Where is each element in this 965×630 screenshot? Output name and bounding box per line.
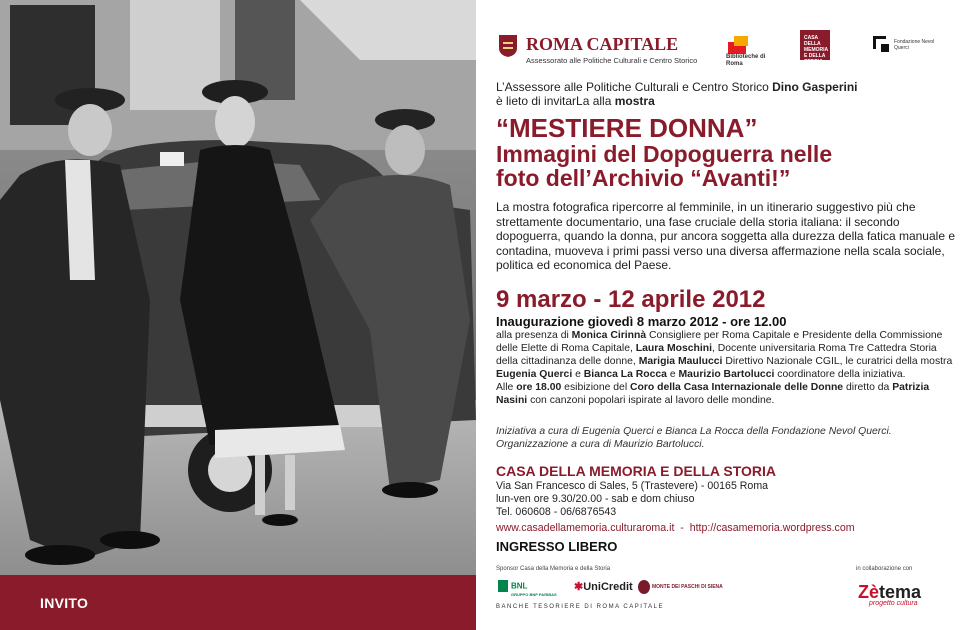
body-text: diretto da	[843, 381, 893, 393]
exhibition-subtitle-line1: Immagini del Dopoguerra nelle	[496, 141, 833, 167]
bold-name: Coro della Casa Internazionale delle Donne	[630, 381, 844, 393]
exhibition-description: La mostra fotografica ripercorre al femminile, in un itinerario suggestivo più che strettamente documentario, una fase cruciale della storia italiana: il secondo dopoguerra, quando la donna, pur ancora soggetta alla durezza della fatica manuale e contadina, muoveva i primi passi verso una diversa affermazione nella scala sociale, politica ed economica del Paese.	[496, 200, 955, 273]
unicredit-logo	[574, 580, 633, 593]
body-text: Direttivo Nazionale CGIL, le curatrici della mostra	[722, 355, 953, 367]
invito-label: INVITO	[40, 595, 89, 611]
intro-text	[496, 80, 858, 108]
exhibition-subtitle-line2: foto dell’Archivio “Avanti!”	[496, 165, 791, 191]
zetema-part2: tema	[879, 582, 922, 602]
assessore-name: Dino Gasperini	[772, 80, 858, 94]
venue-url-blog[interactable]: http://casamemoria.wordpress.com	[689, 522, 855, 534]
zetema-subtitle: progetto cultura	[869, 600, 918, 607]
treasurers-label: BANCHE TESORIERE DI ROMA CAPITALE	[496, 604, 664, 610]
collaboration-label: in collaborazione con	[856, 566, 913, 572]
body-text: alla presenza di	[496, 330, 572, 341]
body-text: Alle	[496, 381, 517, 393]
venue-address: Via San Francesco di Sales, 5 (Trastevere) - 00165 Roma	[496, 480, 769, 492]
participants-paragraph	[496, 330, 956, 382]
biblioteche-di-roma-logo	[726, 34, 766, 67]
mps-text: MONTE DEI PASCHI DI SIENA	[652, 584, 723, 590]
sponsor-label: Sponsor Casa della Memoria e della Storia	[496, 566, 611, 572]
bnl-logo	[498, 580, 557, 597]
exhibition-title-main: “MESTIERE DONNA”	[496, 113, 758, 143]
casa-memoria-storia-logo	[800, 30, 830, 65]
invitation-text-panel	[476, 0, 965, 630]
credits-line2: Organizzazione a cura di Maurizio Bartolucci.	[496, 438, 705, 450]
bold-name: Patrizia Nasini	[496, 381, 930, 406]
exhibition-title	[496, 114, 832, 190]
exhibition-dates: 9 marzo - 12 aprile 2012	[496, 286, 766, 313]
bold-name: Laura Moschini	[635, 342, 712, 354]
bold-name: Marigia Maulucci	[638, 355, 723, 367]
roma-shield-icon	[498, 34, 518, 58]
venue-urls	[496, 522, 855, 534]
inauguration-line: Inaugurazione giovedì 8 marzo 2012 - ore 12.00	[496, 314, 787, 329]
venue-url-primary[interactable]: www.casadellamemoria.culturaroma.it	[496, 522, 675, 534]
bnl-text: BNL	[511, 581, 528, 591]
bnp-paribas-text: GRUPPO BNP PARIBAS	[511, 592, 557, 597]
invito-band	[0, 575, 476, 630]
venue-name: CASA DELLA MEMORIA E DELLA STORIA	[496, 463, 776, 479]
credits-line1: Iniziativa a cura di Eugenia Querci e Bianca La Rocca della Fondazione Nevol Querci.	[496, 426, 892, 437]
bnl-mark-icon	[498, 580, 508, 592]
choir-paragraph	[496, 382, 956, 408]
venue-phone: Tel. 060608 - 06/6876543	[496, 506, 617, 519]
mps-seal-icon	[638, 580, 650, 594]
free-entry-label: INGRESSO LIBERO	[496, 539, 618, 554]
bold-name: Maurizio Bartolucci	[678, 368, 775, 380]
body-text: e	[572, 368, 584, 380]
intro-line2: è lieto di invitarLa alla	[496, 94, 615, 108]
venue-hours: lun-ven ore 9.30/20.00 - sab e dom chiuso	[496, 493, 695, 506]
participants-text	[496, 330, 956, 407]
zetema-part1: Zè	[858, 582, 880, 602]
unicredit-star-icon: ✱	[574, 581, 584, 593]
bold-name: Monica Cirinnà	[571, 330, 647, 341]
credits-text	[496, 426, 956, 452]
intro-line1: L’Assessore alle Politiche Culturali e Centro Storico	[496, 80, 773, 94]
photo-illustration	[0, 0, 476, 575]
exhibition-photo	[0, 0, 476, 575]
body-text: e	[666, 368, 679, 380]
nevol-querci-text: Fondazione Nevol Querci	[894, 39, 935, 51]
biblioteche-icon	[726, 34, 754, 56]
bold-name: Eugenia Querci	[496, 368, 573, 380]
body-text: , Docente universitaria Roma Tre Cattedra Storia della cittadinanza delle donne,	[496, 342, 937, 367]
body-text: Consigliere per Roma Capitale e Presidente della Commissione delle Elette di Roma Capitale,	[496, 330, 943, 354]
unicredit-text: UniCredit	[583, 581, 633, 593]
body-text: con canzoni popolari ispirate al lavoro delle mondine.	[527, 394, 775, 406]
bold-name: Bianca La Rocca	[583, 368, 667, 380]
roma-capitale-title: ROMA CAPITALE	[526, 34, 679, 54]
fondazione-nevol-querci-logo	[872, 35, 935, 58]
bold-name: ore 18.00	[516, 381, 562, 393]
body-text: coordinatore della iniziativa.	[774, 368, 906, 380]
biblioteche-text: Biblioteche di Roma	[726, 54, 766, 67]
mps-logo	[638, 580, 723, 594]
roma-capitale-subtitle: Assessorato alle Politiche Culturali e Centro Storico	[526, 56, 698, 65]
nevol-querci-icon	[872, 35, 890, 53]
body-text: esibizione del	[561, 381, 631, 393]
url-separator: -	[674, 522, 690, 534]
intro-mostra: mostra	[614, 94, 655, 108]
casa-memoria-text: CASA DELLA MEMORIA E DELLA STORIA	[804, 35, 828, 65]
venue-details	[496, 480, 768, 520]
logos-row	[476, 30, 965, 70]
